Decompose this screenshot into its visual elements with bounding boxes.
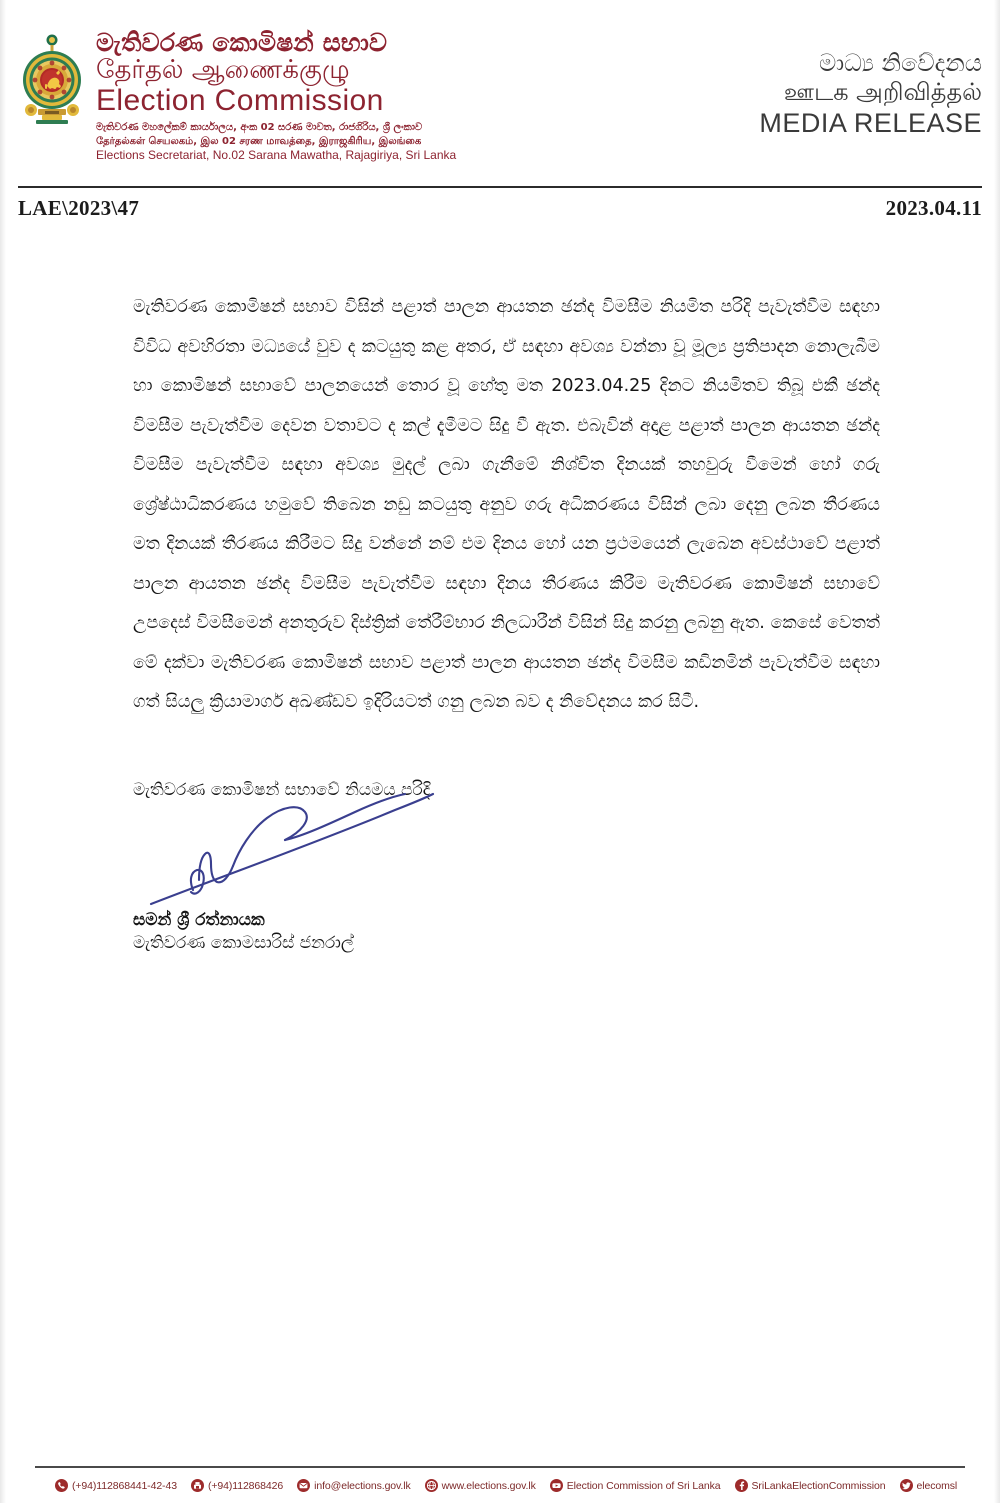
- footer-label-youtube: Election Commission of Sri Lanka: [566, 1479, 721, 1492]
- youtube-icon: [550, 1479, 563, 1492]
- page-edge-left: [0, 0, 6, 1503]
- signature-block: [133, 780, 593, 953]
- letterhead: [18, 28, 982, 164]
- address-sinhala: මැතිවරණ මහලේකම් කාර්යාලය, අංක 02 සරණ මාවත, රාජගිරිය, ශ්‍රී ලංකාව: [96, 122, 423, 134]
- footer-item-email[interactable]: [297, 1479, 411, 1492]
- org-name-sinhala: මැතිවරණ කොමිෂන් සභාව: [96, 28, 388, 57]
- org-name-tamil: தேர்தல் ஆணைக்குழு: [96, 55, 350, 85]
- sri-lanka-national-emblem-icon: [18, 30, 86, 134]
- footer-item-twitter[interactable]: [900, 1479, 958, 1492]
- reference-row: [18, 196, 982, 221]
- footer-item-youtube[interactable]: [550, 1479, 721, 1492]
- media-release-heading: [759, 28, 982, 138]
- organisation-address: [96, 121, 456, 164]
- email-icon: [297, 1479, 310, 1492]
- reference-number: LAE\2023\47: [18, 196, 140, 220]
- footer-label-phone: (+94)112868441-42-43: [72, 1479, 177, 1492]
- body-paragraph: මැතිවරණ කොමිෂන් සභාව විසින් පළාත් පාලන ආයතන ඡන්ද විමසීම නියමිත පරිදි පැවැත්වීම සඳහා විවිධ අවහිරතා මධ්‍යයේ වුව ද කටයුතු කළ අතර, ඒ සඳහා අවශ්‍ය වන්නා වූ මූල්‍ය ප්‍රතිපාදන නොලැබීම හා කොමිෂන් සභාවේ පාලනයෙන් තොර වූ හේතු මත 2023.04.25 දිනට නියමිතව තිබූ එකී ඡන්ද විමසීම පැවැත්වීම දෙවන වතාවට ද කල් දැමීමට සිදු වී ඇත. එබැවින් අදාළ පළාත් පාලන ආයතන ඡන්ද විමසීම පැවැත්වීම සඳහා අවශ්‍ය මුදල් ලබා ගැනීමේ නිශ්චිත දිනයක් තහවුරු වීමෙන් හෝ ගරු ශ්‍රේෂ්ඨාධිකරණය හමුවේ තිබෙන නඩු කටයුතු අනුව ගරු අධිකරණය විසින් ලබා දෙනු ලබන තීරණය මත දිනයක් තීරණය කිරීමට සිදු වන්නේ නම් එම දිනය හෝ යන ප්‍රථමයෙන් ලැබෙන අවස්ථාවේ පළාත් පාලන ආයතන ඡන්ද විමසීම පැවැත්වීම සඳහා දිනය තීරණය කිරීම මැතිවරණ කොමිෂන් සභාවේ උපදෙස් විමසීමෙන් අනතුරුව දිස්ත්‍රික් තේරීම්භාර නිලධාරීන් විසින් සිදු කරනු ලබනු ඇත. කෙසේ වෙතත් මේ දක්වා මැතිවරණ කොමිෂන් සභාව පළාත් පාලන ආයතන ඡන්ද විමසීම කඩිනමින් පැවැත්වීම සඳහා ගත් සියලු ක්‍රියාමාර්ග අඛණ්ඩව ඉදිරියටත් ගනු ලබන බව ද නිවේදනය කර සිටී.: [133, 297, 880, 712]
- footer-label-fax: (+94)112868426: [207, 1479, 284, 1492]
- footer-item-phone[interactable]: [55, 1479, 177, 1492]
- globe-icon: [425, 1479, 438, 1492]
- signatory-designation: මැතිවරණ කොමසාරිස් ජනරාල්: [133, 933, 354, 953]
- footer-label-twitter: elecomsl: [916, 1479, 958, 1492]
- fax-icon: [191, 1479, 204, 1492]
- handwritten-signature: [133, 792, 553, 910]
- address-english: Elections Secretariat, No.02 Sarana Mawatha, Rajagiriya, Sri Lanka: [96, 147, 457, 162]
- footer-item-website[interactable]: [425, 1479, 536, 1492]
- footer-divider: [35, 1466, 965, 1468]
- footer-label-email: info@elections.gov.lk: [314, 1479, 411, 1492]
- release-date: 2023.04.11: [885, 196, 982, 220]
- organisation-branding: [18, 28, 456, 164]
- footer-item-facebook[interactable]: [735, 1479, 886, 1492]
- signatory-name: සමන් ශ්‍රී රත්නායක: [133, 910, 265, 930]
- media-release-tamil: ஊடக அறிவித்தல்: [783, 77, 982, 106]
- organisation-name-block: [96, 28, 456, 164]
- page-edge-right: [994, 0, 1000, 1503]
- org-name-english: Election Commission: [96, 84, 384, 118]
- phone-icon: [55, 1479, 68, 1492]
- twitter-icon: [900, 1479, 913, 1492]
- footer-item-fax[interactable]: [191, 1479, 283, 1492]
- release-body: [133, 288, 880, 723]
- contact-footer: [55, 1479, 958, 1492]
- footer-label-facebook: SriLankaElectionCommission: [751, 1479, 886, 1492]
- address-tamil: தேர்தல்கள் செயலகம், இல 02 சரண மாவத்தை, இராஜகிரிய, இலங்கை: [96, 135, 422, 147]
- facebook-icon: [735, 1479, 748, 1492]
- footer-label-website: www.elections.gov.lk: [441, 1479, 536, 1492]
- media-release-english: MEDIA RELEASE: [759, 107, 982, 138]
- header-divider: [18, 186, 982, 188]
- by-order-line: මැතිවරණ කොමිෂන් සභාවේ නියමය පරිදි: [133, 780, 431, 800]
- media-release-sinhala: මාධ්‍ය නිවේදනය: [819, 49, 982, 77]
